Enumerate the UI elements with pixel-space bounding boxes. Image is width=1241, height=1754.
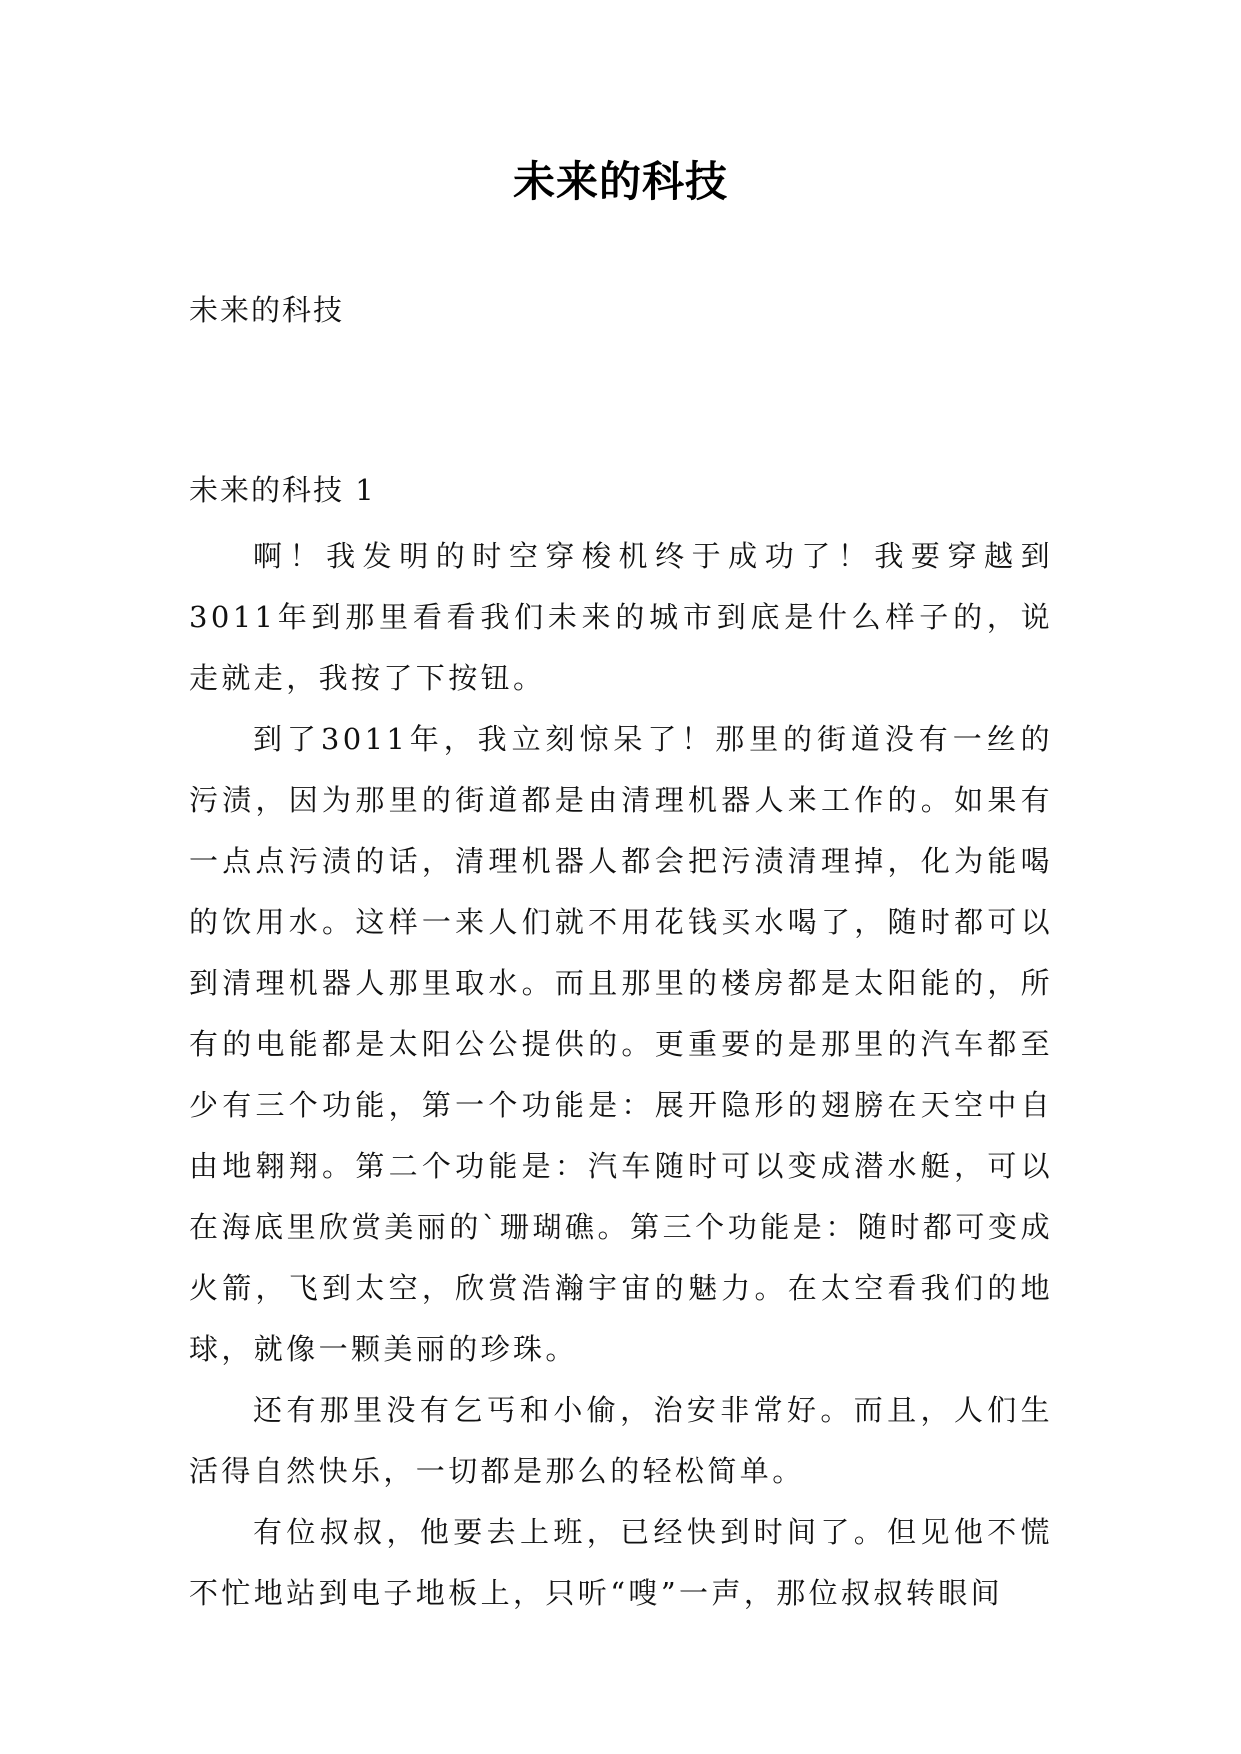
paragraph-4: 有位叔叔，他要去上班，已经快到时间了。但见他不慌不忙地站到电子地板上，只听“嗖”一声，那位叔叔转眼间: [189, 1515, 1053, 1610]
section-heading: 未来的科技 1: [189, 473, 376, 507]
body-text: [189, 526, 1053, 1624]
paragraph-1: 啊！我发明的时空穿梭机终于成功了！我要穿越到3011年到那里看看我们未来的城市到底是什么样子的，说走就走，我按了下按钮。: [189, 539, 1053, 695]
document-title: 未来的科技: [512, 157, 728, 206]
document-subtitle: 未来的科技: [189, 293, 345, 327]
paragraph-3: 还有那里没有乞丐和小偷，治安非常好。而且，人们生活得自然快乐，一切都是那么的轻松简单。: [189, 1393, 1053, 1488]
paragraph-2: 到了3011年，我立刻惊呆了！那里的街道没有一丝的污渍，因为那里的街道都是由清理机器人来工作的。如果有一点点污渍的话，清理机器人都会把污渍清理掉，化为能喝的饮用水。这样一来人们就不用花钱买水喝了，随时都可以到清理机器人那里取水。而且那里的楼房都是太阳能的，所有的电能都是太阳公公提供的。更重要的是那里的汽车都至少有三个功能，第一个功能是：展开隐形的翅膀在天空中自由地翱翔。第二个功能是：汽车随时可以变成潜水艇，可以在海底里欣赏美丽的`珊瑚礁。第三个功能是：随时都可变成火箭，飞到太空，欣赏浩瀚宇宙的魅力。在太空看我们的地球，就像一颗美丽的珍珠。: [189, 722, 1053, 1366]
